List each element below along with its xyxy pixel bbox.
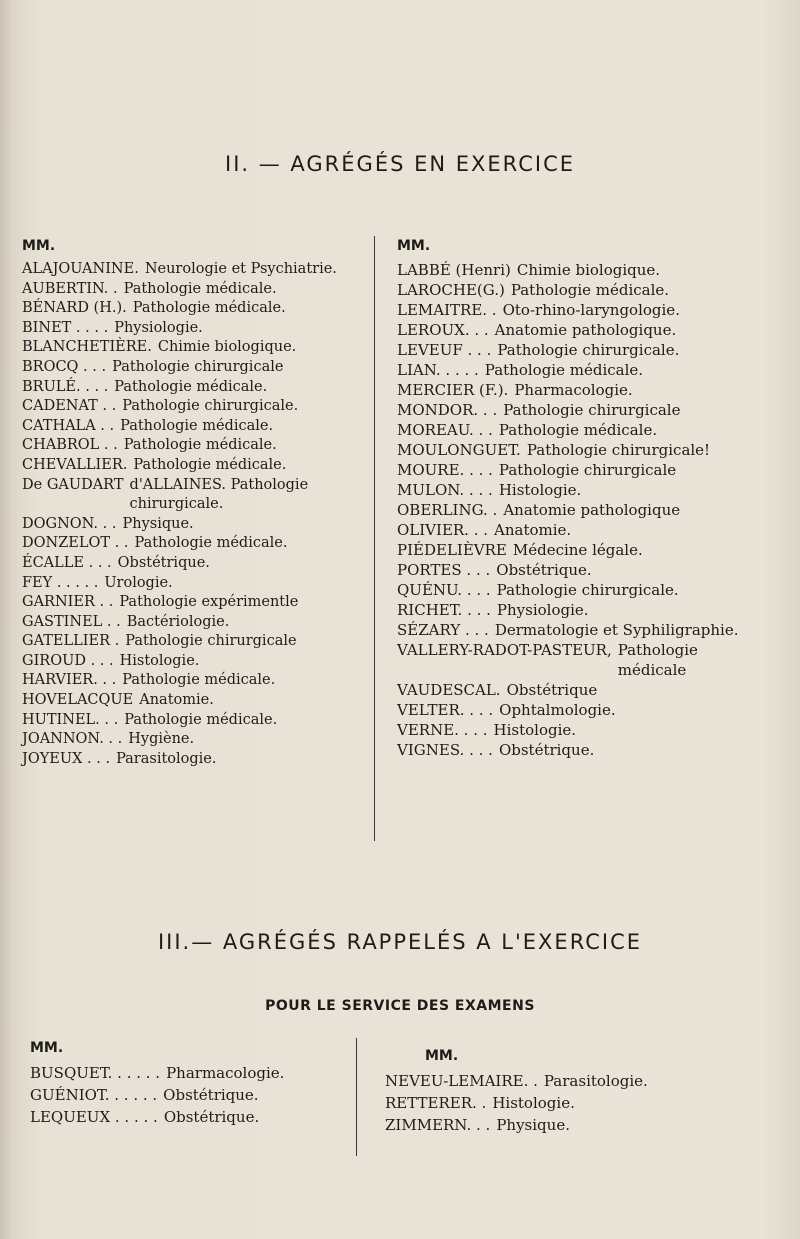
specialty: Obstétrique.: [117, 554, 210, 571]
list-item: [397, 400, 742, 420]
entry-list: [30, 1062, 345, 1128]
specialty: Pathologie chirurgicale: [503, 401, 681, 419]
agrege-name: VAUDESCAL.: [397, 681, 501, 699]
specialty: Chimie biologique.: [157, 339, 297, 356]
section-subtitle: POUR LE SERVICE DES EXAMENS: [265, 998, 535, 1014]
specialty: Pathologie médicale.: [484, 361, 644, 379]
agrege-name: CATHALA . .: [22, 417, 115, 434]
specialty: Urologie.: [104, 574, 173, 591]
agrege-name: RICHET. . . .: [397, 601, 491, 619]
list-item: [22, 632, 357, 652]
agrege-name: SÉZARY . . .: [397, 621, 489, 639]
entry-list: [385, 1070, 725, 1136]
agrege-name: ZIMMERN. . .: [385, 1116, 491, 1134]
list-item: [397, 360, 742, 380]
agrege-name: FEY . . . . .: [22, 574, 99, 591]
agrege-name: BINET . . . .: [22, 319, 109, 336]
list-item: [22, 574, 357, 594]
specialty: Médecine légale.: [512, 541, 643, 559]
agrege-name: MERCIER (F.).: [397, 381, 509, 399]
specialty: Parasitologie.: [543, 1072, 648, 1090]
specialty: Pathologie médicale.: [510, 281, 670, 299]
entry-list: [397, 260, 742, 760]
list-item: [22, 397, 357, 417]
list-item: [22, 534, 357, 554]
list-item: [22, 476, 357, 515]
list-item: [22, 652, 357, 672]
left-column-section2: [22, 238, 357, 769]
list-item: [397, 260, 742, 280]
specialty: Pharmacologie.: [166, 1064, 285, 1082]
agrege-name: GARNIER . .: [22, 594, 114, 611]
agrege-name: VALLERY-RADOT-PASTEUR,: [397, 641, 612, 659]
specialty: Pathologie chirurgicale.: [496, 581, 679, 599]
agrege-name: NEVEU-LEMAIRE. .: [385, 1072, 538, 1090]
specialty: Pathologie médicale.: [122, 672, 276, 689]
agrege-name: LABBÉ (Henri): [397, 261, 511, 279]
specialty: Obstétrique.: [163, 1086, 259, 1104]
specialty: Physiologie.: [496, 601, 589, 619]
agrege-name: LEVEUF . . .: [397, 341, 492, 359]
specialty: Pathologie médicale.: [123, 280, 277, 297]
agrege-name: PORTES . . .: [397, 561, 491, 579]
agrege-name: QUÉNU. . . .: [397, 581, 491, 599]
list-item: [22, 319, 357, 339]
specialty: Pathologie médicale.: [120, 417, 274, 434]
specialty: Pathologie médicale.: [498, 421, 658, 439]
specialty: Ophtalmologie.: [499, 701, 616, 719]
agrege-name: MOULONGUET.: [397, 441, 521, 459]
agrege-name: HOVELACQUE: [22, 692, 134, 709]
list-item: [397, 580, 742, 600]
specialty: Pathologie chirurgicale!: [526, 441, 711, 459]
mm-label: MM.: [397, 238, 431, 254]
list-item: [397, 560, 742, 580]
specialty: Pathologie médicale: [617, 641, 698, 679]
list-item: [397, 460, 742, 480]
list-item: [397, 640, 742, 680]
list-item: [397, 700, 742, 720]
specialty: Physique.: [496, 1116, 570, 1134]
list-item: [397, 520, 742, 540]
agrege-name: LIAN. . . . .: [397, 361, 479, 379]
column-divider: [356, 1038, 357, 1156]
list-item: [385, 1070, 725, 1092]
list-item: [22, 260, 357, 280]
specialty: Pathologie chirurgicale: [498, 461, 677, 479]
specialty: Bactériologie.: [126, 613, 230, 630]
specialty: Histologie.: [119, 652, 200, 669]
list-item: [397, 720, 742, 740]
list-item: [397, 740, 742, 760]
specialty: Pathologie médicale.: [133, 456, 287, 473]
agrege-name: GASTINEL . .: [22, 613, 121, 630]
agrege-name: MOURE. . . .: [397, 461, 493, 479]
specialty: Pathologie médicale.: [123, 437, 277, 454]
list-item: [22, 554, 357, 574]
agrege-name: De GAUDART: [22, 476, 124, 493]
agrege-name: OBERLING. .: [397, 501, 498, 519]
list-item: [397, 320, 742, 340]
specialty: Chimie biologique.: [516, 261, 661, 279]
agrege-name: BRULÉ. . . .: [22, 378, 109, 395]
list-item: [397, 340, 742, 360]
specialty: Histologie.: [493, 721, 577, 739]
agrege-name: LEMAITRE. .: [397, 301, 497, 319]
list-item: [397, 420, 742, 440]
specialty: Parasitologie.: [116, 750, 217, 767]
agrege-name: PIÉDELIÈVRE: [397, 541, 507, 559]
list-item: [385, 1114, 725, 1136]
agrege-name: DOGNON. . .: [22, 515, 117, 532]
agrege-name: OLIVIER. . .: [397, 521, 489, 539]
list-item: [397, 600, 742, 620]
list-item: [397, 500, 742, 520]
list-item: [22, 358, 357, 378]
agrege-name: CADENAT . .: [22, 398, 117, 415]
agrege-name: HARVIER. . .: [22, 672, 117, 689]
agrege-name: AUBERTIN. .: [22, 280, 118, 297]
specialty: Pathologie médicale.: [124, 711, 278, 728]
list-item: [397, 280, 742, 300]
agrege-name: JOYEUX . . .: [22, 750, 111, 767]
agrege-name: VERNE. . . .: [397, 721, 488, 739]
list-item: [22, 593, 357, 613]
list-item: [385, 1092, 725, 1114]
specialty: Oto-rhino-laryngologie.: [502, 301, 680, 319]
specialty: Pathologie médicale.: [134, 535, 288, 552]
specialty: Physiologie.: [114, 319, 203, 336]
list-item: [22, 691, 357, 711]
specialty: Pathologie médicale.: [114, 378, 268, 395]
specialty: Pathologie médicale.: [132, 300, 286, 317]
specialty: Pathologie chirurgicale: [112, 358, 284, 375]
specialty: Anatomie.: [139, 692, 214, 709]
agrege-name: LEROUX. . .: [397, 321, 489, 339]
column-divider: [374, 236, 375, 841]
agrege-name: LEQUEUX . . . . .: [30, 1108, 158, 1126]
list-item: [397, 380, 742, 400]
list-item: [397, 680, 742, 700]
agrege-name: VIGNES. . . .: [397, 741, 493, 759]
agrege-name: RETTERER. .: [385, 1094, 487, 1112]
list-item: [30, 1062, 345, 1084]
agrege-name: DONZELOT . .: [22, 535, 129, 552]
entry-list: [22, 260, 357, 769]
specialty: Anatomie.: [494, 521, 572, 539]
list-item: [397, 540, 742, 560]
agrege-name: JOANNON. . .: [22, 731, 123, 748]
mm-label: MM.: [22, 238, 56, 254]
specialty: Obstétrique.: [496, 561, 592, 579]
agrege-name: MULON. . . .: [397, 481, 493, 499]
list-item: [22, 613, 357, 633]
agrege-name: BUSQUET. . . . . .: [30, 1064, 161, 1082]
agrege-name: ÉCALLE . . .: [22, 554, 112, 571]
agrege-name: ALAJOUANINE.: [22, 261, 139, 277]
list-item: [22, 750, 357, 770]
agrege-name: BROCQ . . .: [22, 358, 107, 375]
list-item: [397, 480, 742, 500]
specialty: Anatomie pathologique.: [494, 321, 677, 339]
agrege-name: BÉNARD (H.).: [22, 300, 127, 317]
specialty: Obstétrique.: [163, 1108, 260, 1126]
specialty: d'ALLAINES. Pathologie chirurgicale.: [129, 476, 309, 513]
list-item: [397, 620, 742, 640]
specialty: Obstétrique.: [498, 741, 595, 759]
section-title-agreges-en-exercice: II. — AGRÉGÉS EN EXERCICE: [225, 152, 575, 176]
agrege-name: VELTER. . . .: [397, 701, 494, 719]
list-item: [22, 711, 357, 731]
specialty: Physique.: [122, 515, 194, 532]
specialty: Pathologie chirurgicale.: [497, 341, 680, 359]
right-column-section2: [397, 238, 742, 760]
list-item: [22, 671, 357, 691]
agrege-name: GATELLIER .: [22, 633, 120, 650]
specialty: Hygiène.: [128, 731, 195, 748]
list-item: [22, 730, 357, 750]
list-item: [397, 300, 742, 320]
agrege-name: CHABROL . .: [22, 437, 118, 454]
agrege-name: GUÉNIOT. . . . . .: [30, 1086, 158, 1104]
specialty: Obstétrique: [506, 681, 598, 699]
agrege-name: HUTINEL. . .: [22, 711, 119, 728]
list-item: [397, 440, 742, 460]
list-item: [22, 338, 357, 358]
agrege-name: MONDOR. . .: [397, 401, 498, 419]
agrege-name: BLANCHETIÈRE.: [22, 339, 152, 356]
left-column-section3: [30, 1040, 345, 1128]
right-column-section3: [385, 1048, 725, 1136]
agrege-name: CHEVALLIER.: [22, 456, 128, 473]
specialty: Pathologie expérimentle: [119, 594, 299, 611]
list-item: [30, 1106, 345, 1128]
list-item: [22, 378, 357, 398]
specialty: Histologie.: [498, 481, 582, 499]
specialty: Dermatologie et Syphiligraphie.: [494, 621, 739, 639]
specialty: Pathologie chirurgicale.: [122, 398, 299, 415]
agrege-name: LAROCHE(G.): [397, 281, 505, 299]
list-item: [30, 1084, 345, 1106]
list-item: [22, 417, 357, 437]
specialty: Neurologie et Psychiatrie.: [144, 261, 337, 277]
section-title-agreges-rappeles: III.— AGRÉGÉS RAPPELÉS A L'EXERCICE: [157, 930, 643, 954]
list-item: [22, 515, 357, 535]
list-item: [22, 280, 357, 300]
specialty: Anatomie pathologique: [503, 501, 681, 519]
specialty: Pharmacologie.: [514, 381, 633, 399]
list-item: [22, 456, 357, 476]
list-item: [22, 299, 357, 319]
specialty: Histologie.: [492, 1094, 575, 1112]
mm-label: MM.: [30, 1040, 64, 1056]
agrege-name: MOREAU. . .: [397, 421, 493, 439]
agrege-name: GIROUD . . .: [22, 652, 114, 669]
list-item: [22, 436, 357, 456]
mm-label: MM.: [425, 1048, 459, 1064]
specialty: Pathologie chirurgicale: [125, 633, 297, 650]
